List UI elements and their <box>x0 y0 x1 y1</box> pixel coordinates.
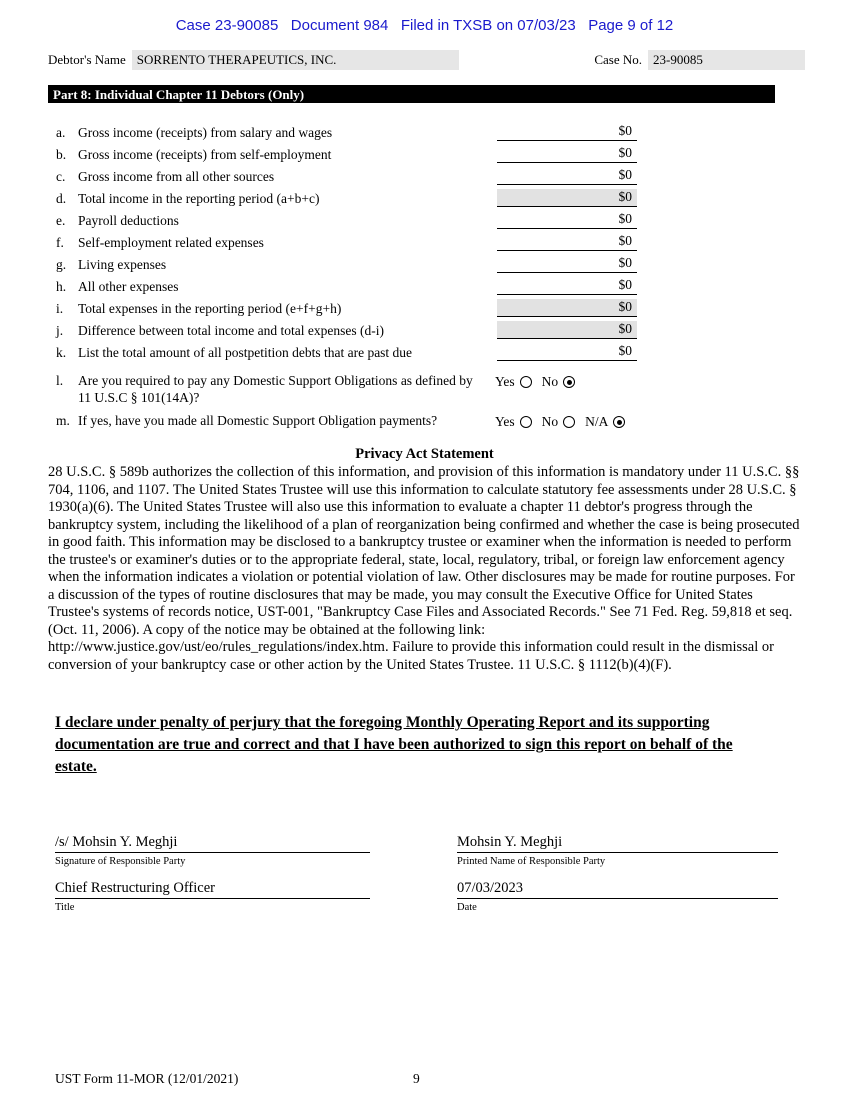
option-yes <box>495 414 532 430</box>
question-label: Are you required to pay any Domestic Support Obligations as defined by 11 U.S.C § 101(14A)? <box>78 373 473 405</box>
part8-content <box>48 119 801 430</box>
spacer <box>55 867 370 880</box>
table-row <box>48 295 801 317</box>
date-line: 07/03/2023 <box>457 880 778 899</box>
radio-yes-icon[interactable] <box>520 416 532 428</box>
signature-column-right <box>457 834 778 913</box>
date-line-label: Date <box>457 902 477 913</box>
case-number-label: Case No. <box>594 52 642 67</box>
row-label: Payroll deductions <box>78 213 179 228</box>
part8-questions <box>48 373 801 430</box>
signature-line-label: Signature of Responsible Party <box>55 856 186 867</box>
case-number-field[interactable]: 23-90085 <box>648 50 805 70</box>
printed-name-line: Mohsin Y. Meghji <box>457 834 778 853</box>
row-letter: i. <box>56 301 64 316</box>
row-letter: g. <box>56 257 67 272</box>
row-label: Living expenses <box>78 257 167 272</box>
option-no <box>542 414 576 430</box>
question-l <box>48 373 801 406</box>
option-label: N/A <box>585 414 609 429</box>
spacer <box>457 867 778 880</box>
table-row <box>48 251 801 273</box>
title-line-label: Title <box>55 902 75 913</box>
court-filing-stamp: Case 23-90085 Document 984 Filed in TXSB on 07/03/23 Page 9 of 12 <box>175 17 674 34</box>
row-letter: a. <box>56 125 66 140</box>
option-label: Yes <box>495 374 515 389</box>
table-row <box>48 339 801 361</box>
table-row <box>48 229 801 251</box>
radio-no-icon[interactable] <box>563 376 575 388</box>
row-letter: k. <box>56 345 67 360</box>
option-label: Yes <box>495 414 515 429</box>
signature-column-left <box>55 834 370 913</box>
row-label: Total income in the reporting period (a+b+c) <box>78 191 320 206</box>
radio-group-m <box>495 413 635 430</box>
row-letter: j. <box>56 323 64 338</box>
privacy-act-body: 28 U.S.C. § 589b authorizes the collection of this information, and provision of this information is mandatory under 11 U.S.C. §§ 704, 1106, and 1107. The United States Trustee will use this information to calculate statutory fee assessments under 28 U.S.C. § 1930(a)(6). The United States Trustee will also use this information to evaluate a chapter 11 debtor's progress through the bankruptcy system, including the likelihood of a plan of reorganization being confirmed and whether the case is being prosecuted in good faith. This information may be disclosed to a bankruptcy trustee or examiner when the information is needed to perform the trustee's or examiner's duties or to the appropriate federal, state, local, regulatory, tribal, or foreign law enforcement agency when the information indicates a violation or potential violation of law. Other disclosures may be made for routine purposes. For a discussion of the types of routine disclosures that may be made, you may consult the Executive Office for United States Trustee's systems of records notice, UST-001, "Bankruptcy Case Files and Associated Records." See 71 Fed. Reg. 59,818 et seq. (Oct. 11, 2006). A copy of the notice may be obtained at the following link: http://www.justice.gov/ust/eo/rules_regulations/index.htm. Failure to provide this information could result in the dismissal or conversion of your bankruptcy case or other action by the United States Trustee. 11 U.S.C. § 1112(b)(4)(F). <box>48 464 800 673</box>
row-label: Self-employment related expenses <box>78 235 264 250</box>
radio-group-l <box>495 373 585 390</box>
row-label: Gross income (receipts) from self-employment <box>78 147 332 162</box>
option-label: No <box>541 374 559 389</box>
table-row <box>48 207 801 229</box>
row-letter: m. <box>56 413 70 428</box>
table-row <box>48 141 801 163</box>
printed-name-line-label: Printed Name of Responsible Party <box>457 856 606 867</box>
amount-field-a[interactable]: $0 <box>497 123 637 141</box>
amount-field-d-total: $0 <box>497 189 637 207</box>
row-letter: b. <box>56 147 67 162</box>
row-label: Gross income from all other sources <box>78 169 275 184</box>
option-na <box>585 414 625 430</box>
option-no <box>542 374 576 390</box>
part8-section-header: Part 8: Individual Chapter 11 Debtors (Only) <box>48 85 775 103</box>
option-label: No <box>541 414 559 429</box>
amount-field-h[interactable]: $0 <box>497 277 637 295</box>
table-row <box>48 273 801 295</box>
amount-field-c[interactable]: $0 <box>497 167 637 185</box>
debtor-name-field[interactable]: SORRENTO THERAPEUTICS, INC. <box>132 50 459 70</box>
amount-field-i-total: $0 <box>497 299 637 317</box>
row-letter: l. <box>56 373 64 388</box>
debtor-case-row <box>48 50 805 70</box>
debtor-name-label: Debtor's Name <box>48 52 126 67</box>
row-label: Difference between total income and total expenses (d-i) <box>78 323 384 338</box>
amount-field-b[interactable]: $0 <box>497 145 637 163</box>
title-line: Chief Restructuring Officer <box>55 880 370 899</box>
page-number: 9 <box>413 1071 420 1086</box>
amount-field-k[interactable]: $0 <box>497 343 637 361</box>
amount-field-j-difference: $0 <box>497 321 637 339</box>
amount-field-f[interactable]: $0 <box>497 233 637 251</box>
part8-amount-rows <box>48 119 801 361</box>
perjury-declaration: I declare under penalty of perjury that the foregoing Monthly Operating Report and its supporting documentation are true and correct and that I have been authorized to sign this report on behalf of the estate. <box>55 714 733 775</box>
option-yes <box>495 374 532 390</box>
table-row <box>48 163 801 185</box>
row-label: List the total amount of all postpetition debts that are past due <box>78 345 413 360</box>
row-letter: e. <box>56 213 66 228</box>
signature-block <box>55 834 799 913</box>
row-letter: d. <box>56 191 67 206</box>
amount-field-e[interactable]: $0 <box>497 211 637 229</box>
radio-yes-icon[interactable] <box>520 376 532 388</box>
table-row <box>48 119 801 141</box>
row-label: All other expenses <box>78 279 179 294</box>
row-letter: h. <box>56 279 67 294</box>
question-label: If yes, have you made all Domestic Support Obligation payments? <box>78 413 438 428</box>
radio-no-icon[interactable] <box>563 416 575 428</box>
row-letter: c. <box>56 169 66 184</box>
signature-line: /s/ Mohsin Y. Meghji <box>55 834 370 853</box>
form-identifier: UST Form 11-MOR (12/01/2021) <box>55 1071 239 1086</box>
row-letter: f. <box>56 235 64 250</box>
table-row <box>48 185 801 207</box>
row-label: Gross income (receipts) from salary and wages <box>78 125 333 140</box>
amount-field-g[interactable]: $0 <box>497 255 637 273</box>
row-label: Total expenses in the reporting period (e+f+g+h) <box>78 301 342 316</box>
radio-na-icon[interactable] <box>613 416 625 428</box>
privacy-act-title: Privacy Act Statement <box>355 446 494 462</box>
question-m <box>48 413 801 430</box>
table-row <box>48 317 801 339</box>
